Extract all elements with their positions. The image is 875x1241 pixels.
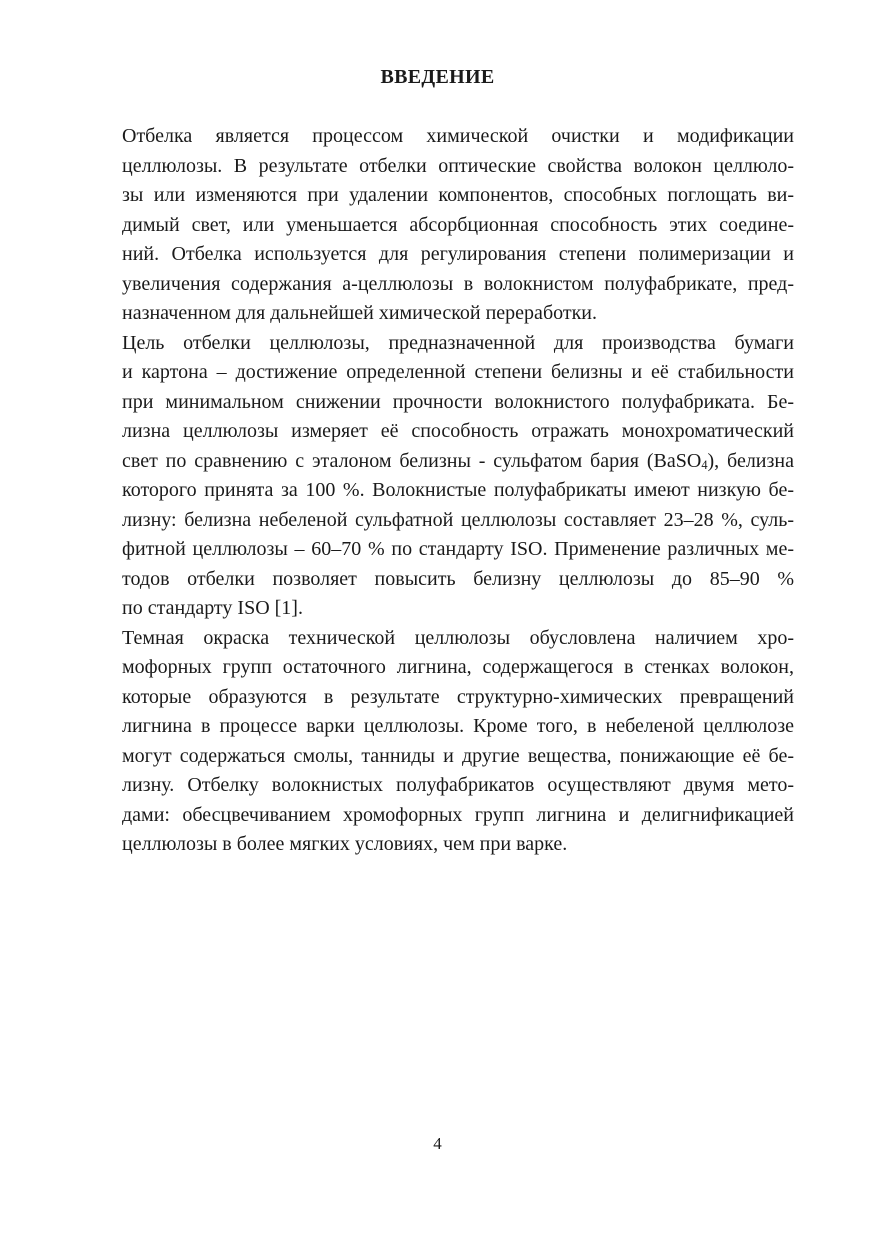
paragraph-1	[82, 122, 794, 329]
text-line: целлюлозы. В результате отбелки оптические свойства волокон целлюло-	[122, 154, 794, 177]
text-line: лизну: белизна небеленой сульфатной целлюлозы составляет 23–28 %, суль-	[122, 508, 794, 531]
page-number: 4	[433, 1134, 442, 1153]
text-line: зы или изменяются при удалении компонентов, способных поглощать ви-	[122, 184, 794, 206]
text-line: по стандарту ISO [1].	[122, 597, 303, 619]
text-line: дами: обесцвечиванием хромофорных групп лигнина и делигнификацией	[122, 803, 794, 826]
formula-tail: ), белизна	[707, 449, 794, 472]
text-line: при минимальном снижении прочности волокнистого полуфабриката. Бе-	[122, 390, 794, 413]
text-line: ний. Отбелка используется для регулирования степени полимеризации и	[122, 243, 794, 265]
formula-prefix: свет по сравнению с эталоном белизны - сульфатом бария (BaSO	[122, 449, 702, 472]
text-line: которые образуются в результате структурно-химических превращений	[122, 685, 794, 708]
text-line: лигнина в процессе варки целлюлозы. Кроме того, в небеленой целлюлозе	[122, 715, 794, 737]
text-line: и картона – достижение определенной степени белизны и её стабильности	[122, 361, 794, 383]
text-line: фитной целлюлозы – 60–70 % по стандарту ISO. Применение различных ме-	[122, 538, 794, 560]
text-line: Отбелка является процессом химической очистки и модификации	[122, 125, 794, 147]
text-line: увеличения содержания a-целлюлозы в волокнистом полуфабрикате, пред-	[122, 272, 794, 295]
formula-subscript: 4	[701, 457, 708, 472]
text-line: Темная окраска технической целлюлозы обусловлена наличием хро-	[122, 626, 794, 649]
text-line: димый свет, или уменьшается абсорбционная способность этих соедине-	[122, 213, 794, 236]
text-line: лизна целлюлозы измеряет её способность отражать монохроматический	[122, 420, 794, 442]
text-line: тодов отбелки позволяет повысить белизну целлюлозы до 85–90 %	[122, 567, 794, 590]
text-line: которого принята за 100 %. Волокнистые полуфабрикаты имеют низкую бе-	[122, 479, 794, 501]
text-line: мофорных групп остаточного лигнина, содержащегося в стенках волокон,	[122, 656, 794, 678]
page-title: ВВЕДЕНИЕ	[380, 66, 495, 88]
paragraph-2	[82, 329, 794, 624]
text-line: целлюлозы в более мягких условиях, чем при варке.	[122, 833, 568, 855]
document-body	[82, 122, 794, 860]
text-line: лизну. Отбелку волокнистых полуфабрикатов осуществляют двумя мето-	[122, 774, 794, 796]
text-line-with-formula	[82, 447, 794, 477]
text-line: могут содержаться смолы, танниды и другие вещества, понижающие её бе-	[122, 744, 794, 767]
text-line: Цель отбелки целлюлозы, предназначенной для производства бумаги	[122, 331, 794, 354]
paragraph-3	[82, 624, 794, 860]
text-line: назначенном для дальнейшей химической переработки.	[122, 302, 598, 324]
